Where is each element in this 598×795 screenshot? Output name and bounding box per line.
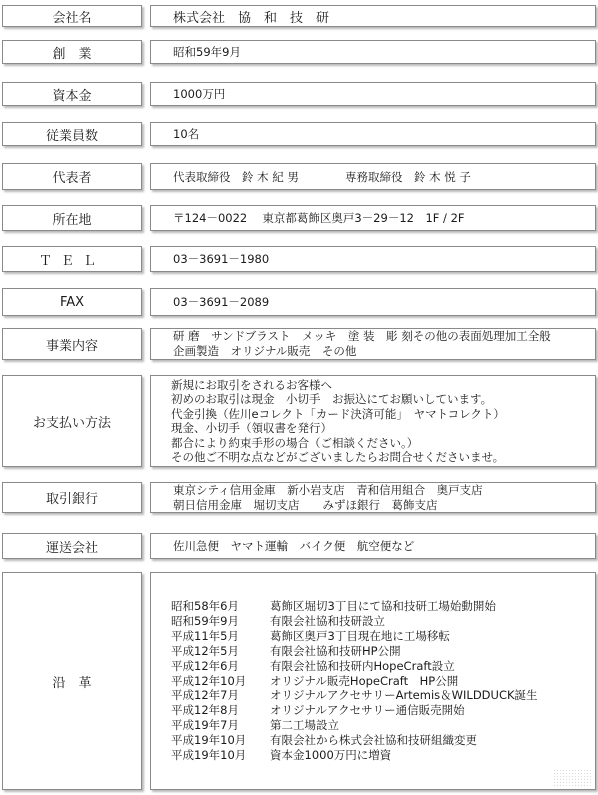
representative-value: 代表取締役 鈴 木 紀 男 専務取締役 鈴 木 悦 子: [150, 163, 596, 190]
fax-label: FAX: [2, 288, 142, 316]
company-label: 会社名: [2, 5, 142, 27]
shipping-label: 運送会社: [2, 533, 142, 559]
history-value: [150, 572, 596, 790]
history-date: 平成19年10月: [171, 748, 247, 763]
employees-value: 10名: [150, 122, 596, 146]
history-entry: [171, 674, 458, 689]
tel-value: 03－3691－1980: [150, 246, 596, 272]
shipping-value: 佐川急便 ヤマト運輸 バイク便 航空便など: [150, 533, 596, 559]
payment-label: お支払い方法: [2, 375, 142, 467]
history-entry: [171, 659, 455, 674]
tel-label: ＴＥＬ: [2, 246, 142, 272]
founded-value: 昭和59年9月: [150, 40, 596, 64]
history-entry: [171, 629, 450, 644]
business-value: [150, 328, 596, 360]
history-text: オリジナルアクセサリーArtemis＆WILDDUCK誕生: [270, 688, 538, 703]
history-entry: [171, 614, 385, 629]
history-text: オリジナル販売HopeCraft HP公開: [270, 673, 459, 688]
payment-line: 都合により約束手形の場合（ご相談ください。）: [171, 435, 419, 450]
address-label: 所在地: [2, 205, 142, 231]
history-text: 有限会社協和技研設立: [270, 613, 385, 628]
business-label: 事業内容: [2, 328, 142, 360]
address-value: 〒124－0022 東京都葛飾区奥戸3－29－12 1F / 2F: [150, 205, 596, 231]
history-date: 平成12年7月: [171, 688, 239, 703]
history-text: 葛飾区堀切3丁目にて協和技研工場始動開始: [270, 599, 496, 614]
banks-value: [150, 482, 596, 513]
history-date: 平成11年5月: [171, 628, 239, 643]
history-date: 平成12年10月: [171, 673, 247, 688]
payment-line: 新規にお取引をされるお客様へ: [171, 377, 332, 392]
history-entry: [171, 703, 465, 718]
founded-label: 創 業: [2, 40, 142, 64]
payment-line: 現金、小切手（領収書を発行）: [171, 421, 332, 435]
history-entry: [171, 644, 401, 659]
history-text: 有限会社協和技研内HopeCraft設立: [270, 658, 455, 673]
history-text: 葛飾区奥戸3丁目現在地に工場移転: [270, 628, 450, 643]
representative-label: 代表者: [2, 163, 142, 190]
bank-line: 朝日信用金庫 堀切支店 みずほ銀行 葛飾支店: [173, 497, 438, 512]
history-entry: [171, 748, 391, 763]
company-value: 株式会社 協 和 技 研: [150, 5, 596, 27]
employees-label: 従業員数: [2, 122, 142, 146]
fax-value: 03－3691－2089: [150, 288, 596, 316]
history-entry: [171, 733, 477, 748]
history-date: 昭和59年9月: [171, 613, 239, 628]
capital-value: 1000万円: [150, 82, 596, 106]
history-date: 平成12年5月: [171, 643, 239, 658]
history-text: 有限会社から株式会社協和技研組織変更: [270, 733, 477, 748]
history-entry: [171, 688, 538, 703]
banks-label: 取引銀行: [2, 482, 142, 513]
bank-line: 東京シティ信用金庫 新小岩支店 青和信用組合 奥戸支店: [173, 482, 483, 497]
payment-line: 初めのお取引は現金 小切手 お振込にてお願いしています。: [171, 392, 493, 406]
payment-value: [150, 375, 596, 467]
history-date: 平成19年10月: [171, 733, 247, 748]
decorative-dot-pattern: [553, 769, 593, 787]
history-date: 平成12年6月: [171, 658, 239, 673]
payment-line: その他ご不明な点などがございましたらお問合せくださいませ。: [171, 450, 505, 464]
history-label: 沿 革: [2, 572, 142, 790]
history-text: 有限会社協和技研HP公開: [270, 643, 401, 658]
payment-line: 代金引換（佐川eコレクト「カード決済可能」 ヤマトコレクト）: [171, 406, 505, 421]
business-line: 研 磨 サンドブラスト メッキ 塗 装 彫 刻その他の表面処理加工全般: [173, 329, 551, 344]
history-date: 昭和58年6月: [171, 599, 239, 614]
history-text: 第二工場設立: [270, 718, 339, 733]
capital-label: 資本金: [2, 82, 142, 106]
business-line: 企画製造 オリジナル販売 その他: [173, 344, 357, 358]
history-date: 平成19年7月: [171, 718, 239, 733]
history-date: 平成12年8月: [171, 703, 239, 718]
history-text: 資本金1000万円に増資: [270, 748, 392, 763]
history-entry: [171, 599, 496, 614]
history-entry: [171, 718, 339, 733]
history-text: オリジナルアクセサリー通信販売開始: [270, 703, 465, 718]
